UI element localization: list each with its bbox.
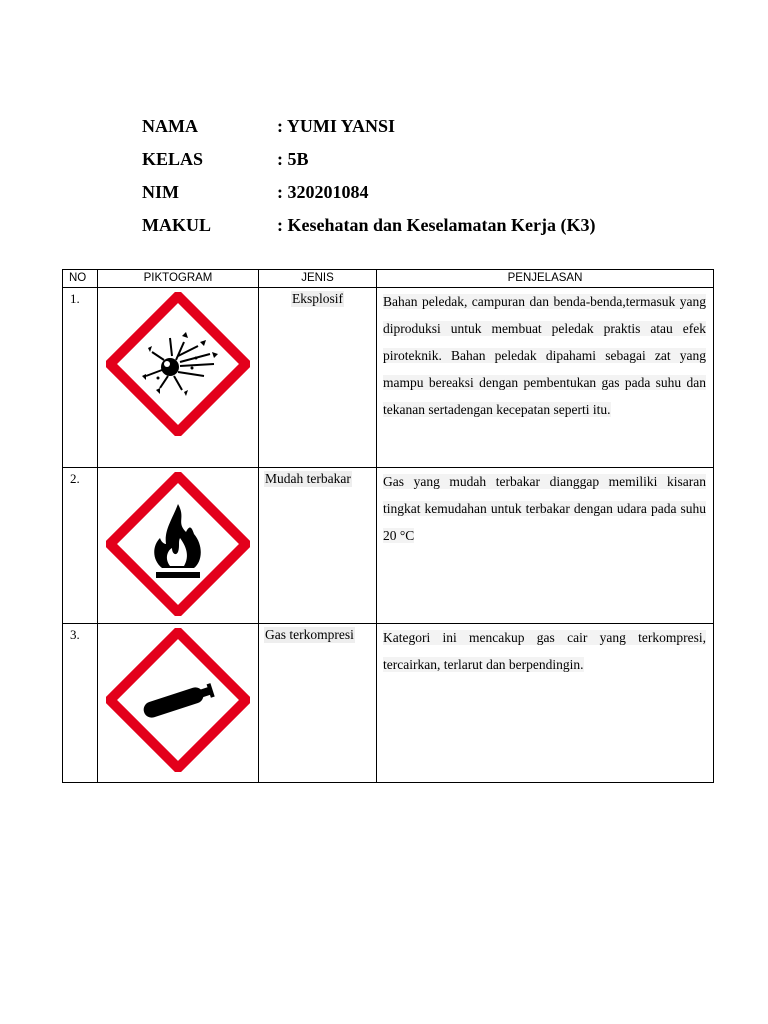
jenis-label: Gas terkompresi (265, 627, 354, 642)
pictogram-cell (98, 288, 259, 468)
table-header-row (63, 270, 714, 288)
info-value: : YUMI YANSI (277, 116, 396, 136)
column-header-piktogram: PIKTOGRAM (98, 270, 259, 288)
info-label: NIM (142, 182, 179, 202)
student-info (142, 110, 702, 242)
row-number: 2. (63, 468, 98, 624)
info-value: : 320201084 (277, 182, 369, 202)
row-number: 3. (63, 624, 98, 783)
table-row (63, 288, 714, 468)
info-row-nim (142, 176, 702, 209)
pictogram-cell (98, 468, 259, 624)
penjelasan-text: Gas yang mudah terbakar dianggap memiliki kisaran tingkat kemudahan untuk terbakar dengan udara pada suhu 20 °C (383, 474, 706, 543)
gas-cylinder-icon (106, 628, 250, 772)
row-number: 1. (63, 288, 98, 468)
pictogram-table (62, 269, 714, 783)
jenis-cell (259, 288, 377, 468)
column-header-penjelasan: PENJELASAN (377, 270, 714, 288)
penjelasan-text: Bahan peledak, campuran dan benda-benda,termasuk yang diproduksi untuk membuat peledak praktis atau efek piroteknik. Bahan peledak dipahami sebagai zat yang mampu bereaksi dengan pembentukan gas pada suhu dan tekanan sertadengan kecepatan seperti itu. (383, 294, 706, 417)
penjelasan-cell (377, 288, 714, 468)
table-row (63, 624, 714, 783)
info-label: MAKUL (142, 215, 211, 235)
jenis-label: Mudah terbakar (265, 471, 351, 486)
table-row (63, 468, 714, 624)
info-label: KELAS (142, 149, 204, 169)
jenis-label: Eksplosif (291, 291, 343, 306)
info-row-kelas (142, 143, 702, 176)
column-header-no: NO (63, 270, 98, 288)
info-value: : Kesehatan dan Keselamatan Kerja (K3) (277, 215, 596, 235)
jenis-cell (259, 468, 377, 624)
penjelasan-cell (377, 468, 714, 624)
info-label: NAMA (142, 116, 198, 136)
exploding-bomb-icon (106, 292, 250, 436)
info-row-nama (142, 110, 702, 143)
info-row-makul (142, 209, 702, 242)
flame-icon (106, 472, 250, 616)
penjelasan-cell (377, 624, 714, 783)
info-value: : 5B (277, 149, 309, 169)
penjelasan-text: Kategori ini mencakup gas cair yang terkompresi, tercairkan, terlarut dan berpendingin. (383, 630, 706, 672)
column-header-jenis: JENIS (259, 270, 377, 288)
pictogram-cell (98, 624, 259, 783)
jenis-cell (259, 624, 377, 783)
